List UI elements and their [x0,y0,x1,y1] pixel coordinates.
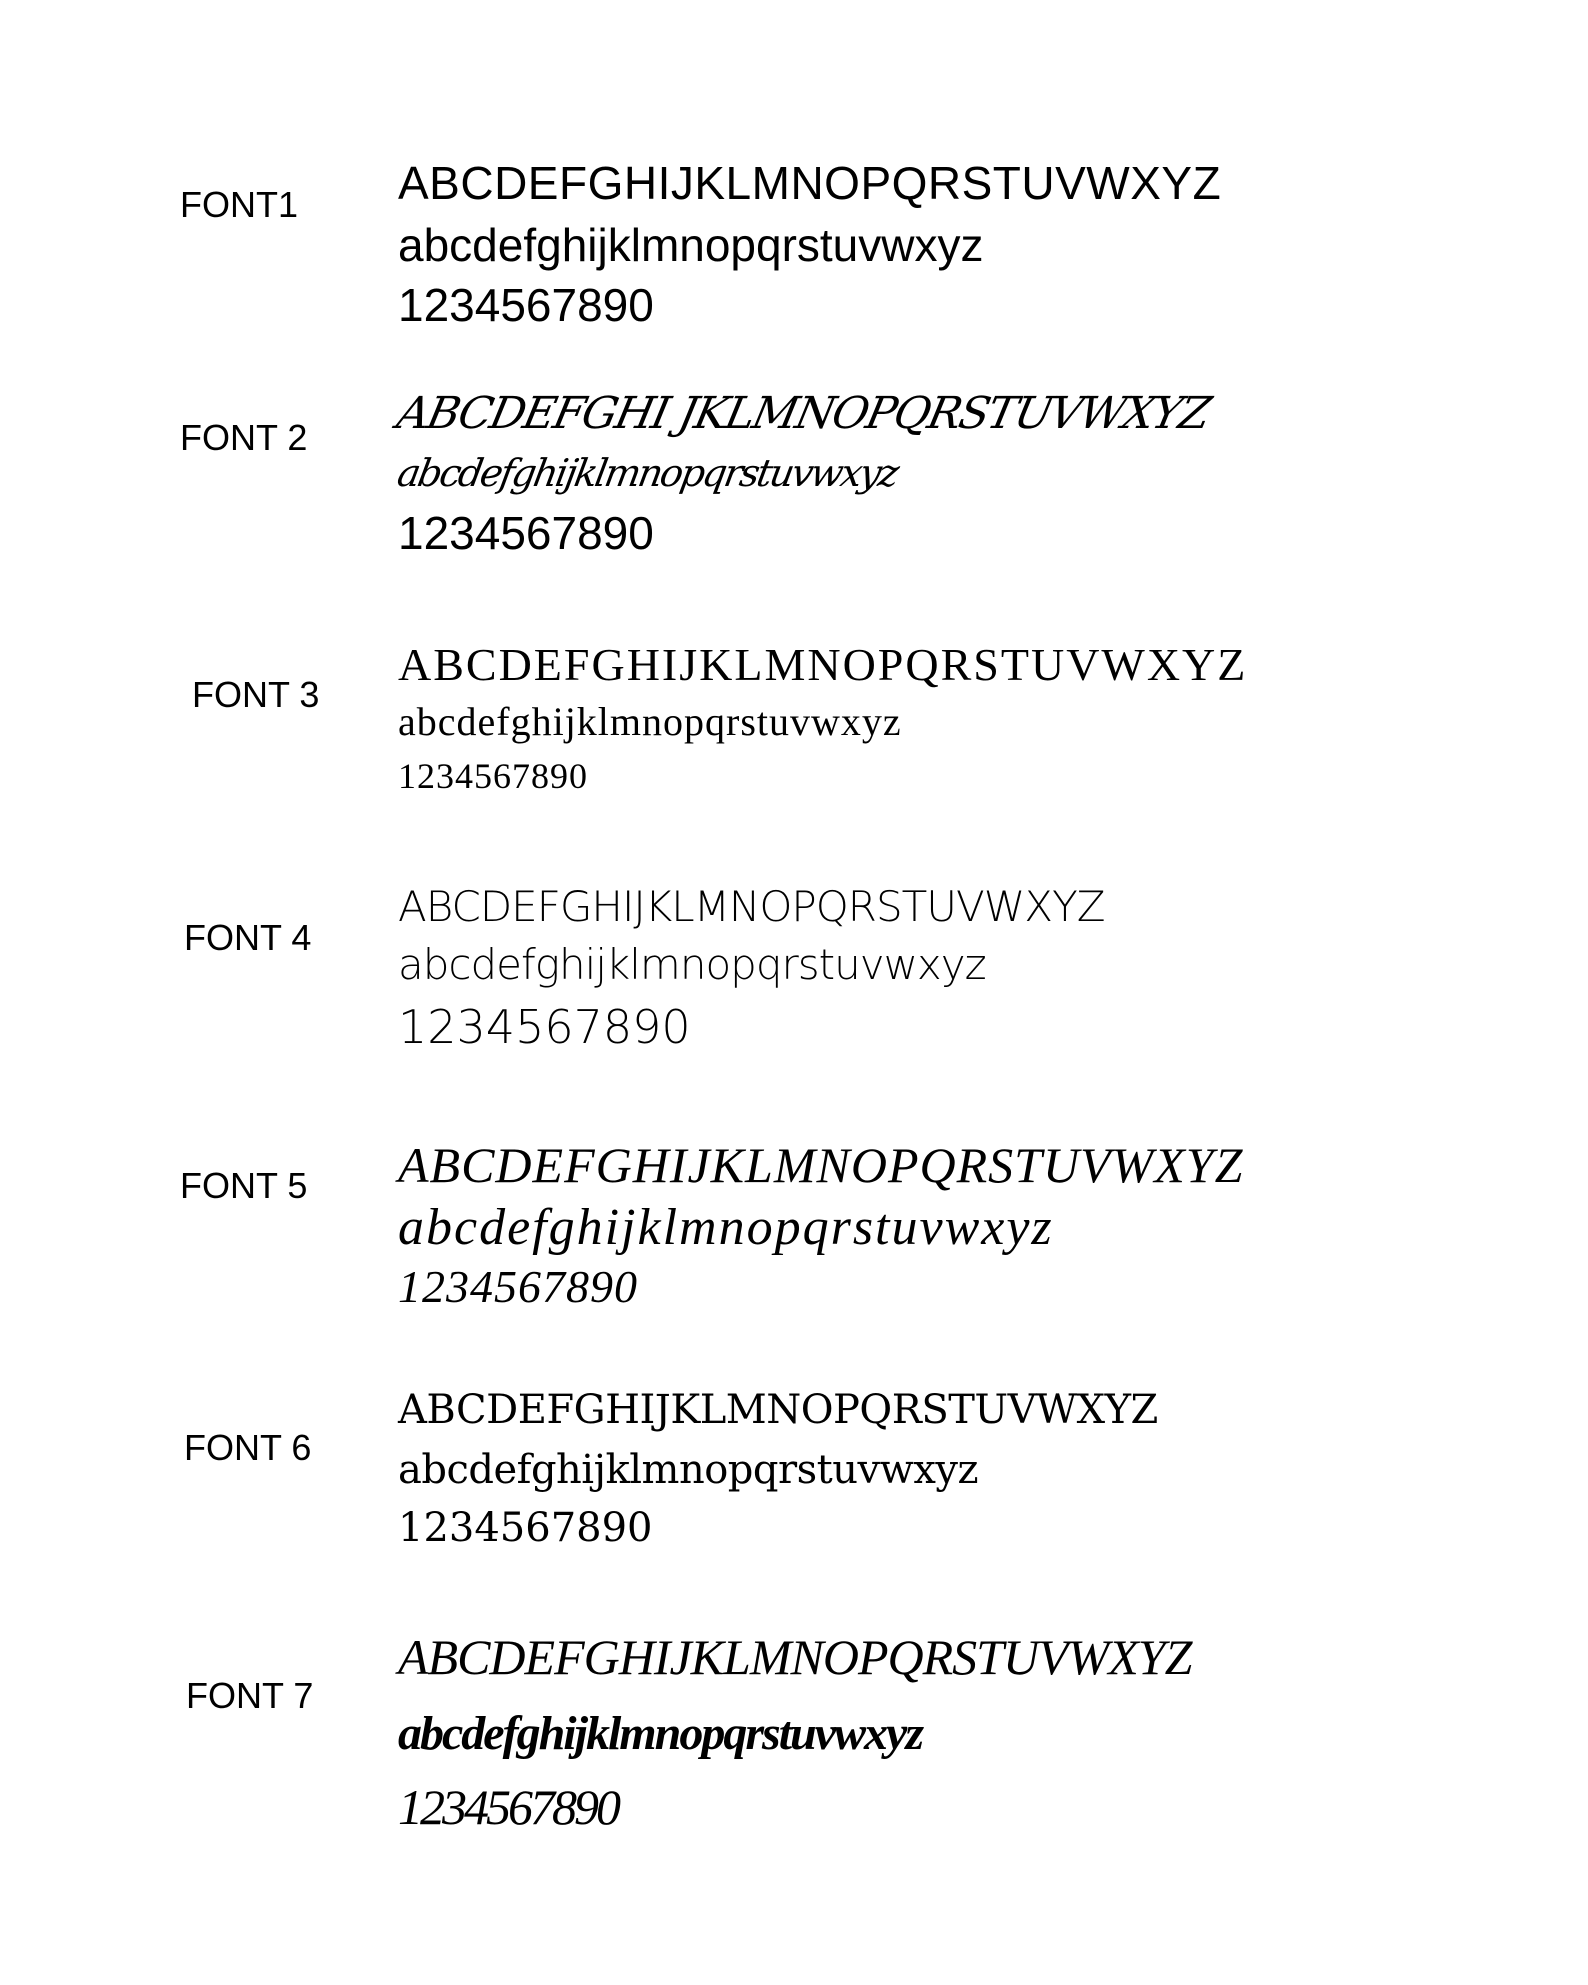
digits-sample: 1234567890 [398,1779,618,1835]
font-label: FONT 2 [180,417,308,458]
digits-sample: 1234567890 [398,279,654,331]
lowercase-sample: abcdefghijklmnopqrstuvwxyz [398,1199,1054,1256]
digits-sample: 1234567890 [398,1505,653,1551]
uppercase-sample: ABCDEFGHI JKLMNOPQRSTUVWXYZ [392,388,1214,439]
lowercase-sample: abcdefghijklmnopqrstuvwxyz [398,940,986,989]
digits-sample: 1234567890 [398,1000,691,1054]
uppercase-sample: ABCDEFGHIJKLMNOPQRSTUVWXYZ [398,882,1105,931]
font-specimen [398,1629,1548,1835]
font-label: FONT 7 [186,1675,314,1716]
font-row-5 [0,1137,1588,1340]
uppercase-sample: ABCDEFGHIJKLMNOPQRSTUVWXYZ [398,639,1248,690]
font-specimen [398,882,1548,1086]
digits-sample: 1234567890 [398,756,588,796]
font-label: FONT 5 [180,1165,308,1206]
font-row-6 [0,1387,1588,1590]
digits-sample: 1234567890 [398,1261,638,1312]
lowercase-sample: abcdefghijklmnopqrstuvwxyz [398,699,902,744]
font-specimen [398,157,1548,360]
uppercase-sample: ABCDEFGHIJKLMNOPQRSTUVWXYZ [398,1387,1158,1433]
font-row-2 [0,388,1588,592]
uppercase-sample: ABCDEFGHIJKLMNOPQRSTUVWXYZ [398,157,1222,209]
lowercase-sample: abcdefghijklmnopqrstuvwxyz [398,1447,979,1493]
lowercase-sample: abcdefghijklmnopqrstuvwxyz [398,1707,923,1760]
font-row-3 [0,639,1588,842]
font-specimen [398,639,1548,842]
font-row-1 [0,157,1588,360]
font-label: FONT1 [180,184,299,225]
uppercase-sample: ABCDEFGHIJKLMNOPQRSTUVWXYZ [398,1629,1192,1685]
font-row-7 [0,1629,1588,1835]
lowercase-sample: abcdefghijklmnopqrstuvwxyz [394,451,901,495]
digits-sample: 1234567890 [398,507,654,559]
font-specimen [398,1387,1548,1590]
font-specimen [398,1137,1548,1340]
lowercase-sample: abcdefghijklmnopqrstuvwxyz [398,219,984,271]
font-label: FONT 4 [184,917,312,958]
uppercase-sample: ABCDEFGHIJKLMNOPQRSTUVWXYZ [398,1137,1244,1193]
font-row-4 [0,882,1588,1086]
font-specimen [392,388,1548,592]
font-label: FONT 3 [192,674,320,715]
font-label: FONT 6 [184,1427,312,1468]
